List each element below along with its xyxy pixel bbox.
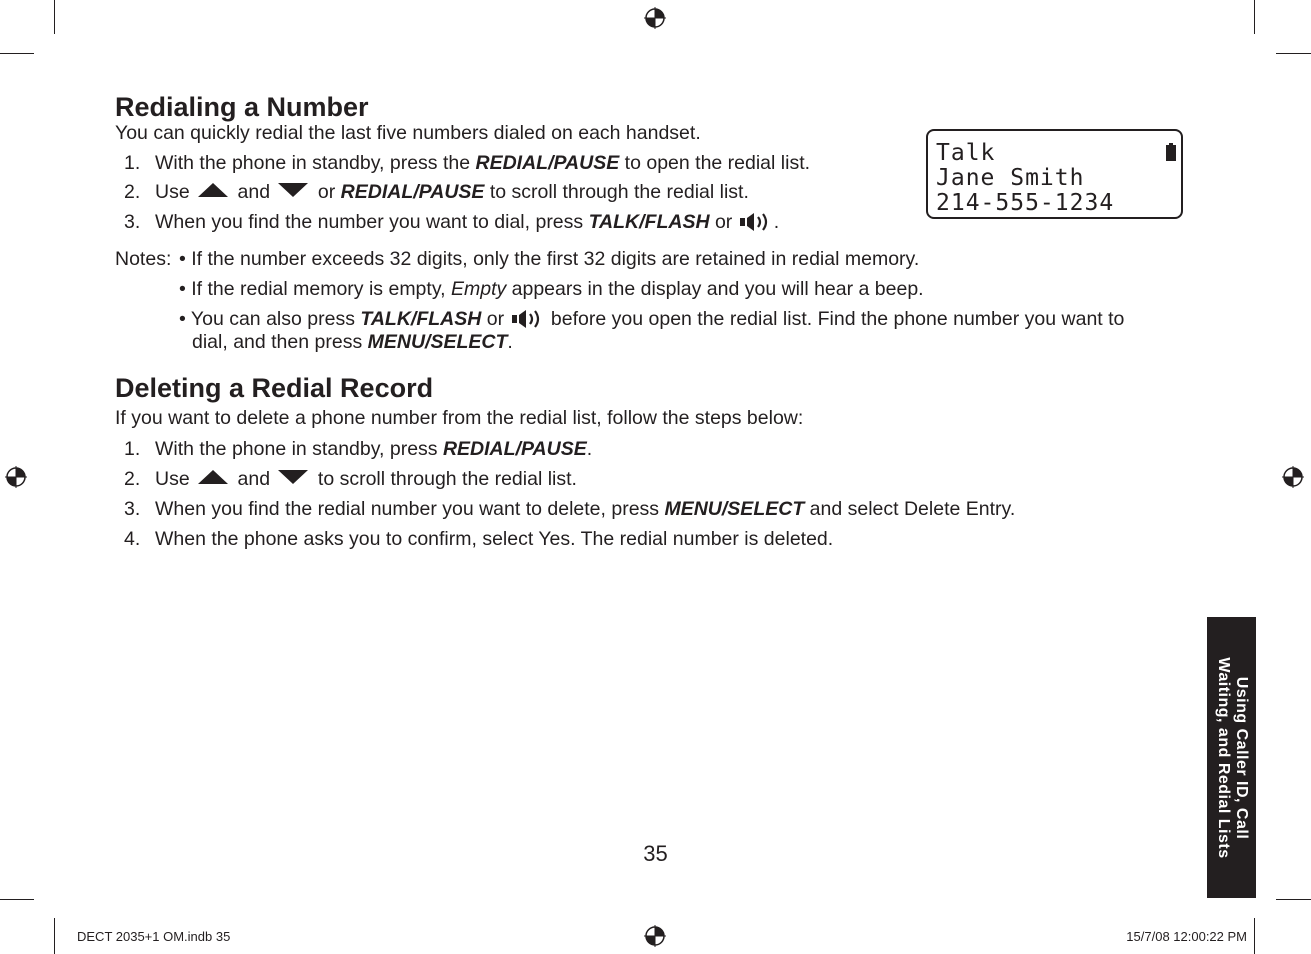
crop-mark <box>54 918 55 954</box>
step-number: 2. <box>124 181 141 203</box>
step-text: With the phone in standby, press REDIAL/PAUSE. <box>155 438 593 460</box>
lcd-line-name: Jane Smith <box>936 165 1085 191</box>
registration-mark-icon <box>644 7 666 29</box>
page-number: 35 <box>643 841 668 866</box>
step-text: Use and or REDIAL/PAUSE to scroll through the redial list. <box>155 181 749 203</box>
side-tab-line: Waiting, and Redial Lists <box>1214 656 1232 859</box>
lcd-display <box>926 129 1183 219</box>
crop-mark <box>54 0 55 34</box>
step-text: When you find the number you want to dial, press TALK/FLASH or . <box>155 211 780 233</box>
step-number: 4. <box>124 528 141 550</box>
note-item-continued: dial, and then press MENU/SELECT. <box>192 331 513 353</box>
step-text: Use and to scroll through the redial list. <box>155 468 577 490</box>
key-name: REDIAL/PAUSE <box>442 438 587 460</box>
crop-mark <box>1254 918 1255 954</box>
step-text: When you find the redial number you want to delete, press MENU/SELECT and select Delete Entry. <box>155 498 1016 520</box>
registration-mark-icon <box>5 466 27 488</box>
up-arrow-icon <box>198 183 228 197</box>
section-intro: You can quickly redial the last five numbers dialed on each handset. <box>115 122 701 144</box>
down-arrow-icon <box>278 470 308 484</box>
footer-timestamp: 15/7/08 12:00:22 PM <box>1126 929 1247 944</box>
key-name: REDIAL/PAUSE <box>475 152 620 174</box>
section-title-deleting: Deleting a Redial Record <box>115 373 434 403</box>
step-number: 1. <box>124 152 141 174</box>
step-text: With the phone in standby, press the REDIAL/PAUSE to open the redial list. <box>155 152 811 174</box>
crop-mark <box>0 53 34 54</box>
crop-mark <box>0 899 34 900</box>
step-number: 3. <box>124 211 141 233</box>
note-item: • If the number exceeds 32 digits, only the first 32 digits are retained in redial memory. <box>179 248 920 270</box>
side-tab-line: Using Caller ID, Call <box>1232 676 1250 839</box>
step-number: 1. <box>124 438 141 460</box>
speaker-icon <box>511 309 545 329</box>
crop-mark <box>1254 0 1255 34</box>
registration-mark-icon <box>644 925 666 947</box>
key-name: TALK/FLASH <box>360 308 482 330</box>
section-title-redialing: Redialing a Number <box>115 92 369 122</box>
registration-mark-icon <box>1282 466 1304 488</box>
down-arrow-icon <box>278 183 308 197</box>
lcd-line-number: 214-555-1234 <box>936 190 1115 216</box>
crop-mark <box>1276 899 1311 900</box>
note-item: • If the redial memory is empty, Empty appears in the display and you will hear a beep. <box>179 278 924 300</box>
lcd-line-status: Talk <box>936 140 996 166</box>
step-text: When the phone asks you to confirm, select Yes. The redial number is deleted. <box>155 528 834 550</box>
battery-icon <box>1166 143 1176 161</box>
crop-mark <box>1276 53 1311 54</box>
step-number: 2. <box>124 468 141 490</box>
notes-label: Notes: <box>115 248 172 270</box>
key-name: REDIAL/PAUSE <box>340 181 485 203</box>
key-name: MENU/SELECT <box>367 331 508 353</box>
key-name: MENU/SELECT <box>664 498 805 520</box>
section-intro: If you want to delete a phone number from the redial list, follow the steps below: <box>115 407 804 429</box>
note-item: • You can also press TALK/FLASH or before you open the redial list. Find the phone number you want to <box>179 308 1125 330</box>
up-arrow-icon <box>198 470 228 484</box>
footer-filename: DECT 2035+1 OM.indb 35 <box>77 929 231 944</box>
step-number: 3. <box>124 498 141 520</box>
speaker-icon <box>739 212 773 232</box>
key-name: TALK/FLASH <box>588 211 710 233</box>
